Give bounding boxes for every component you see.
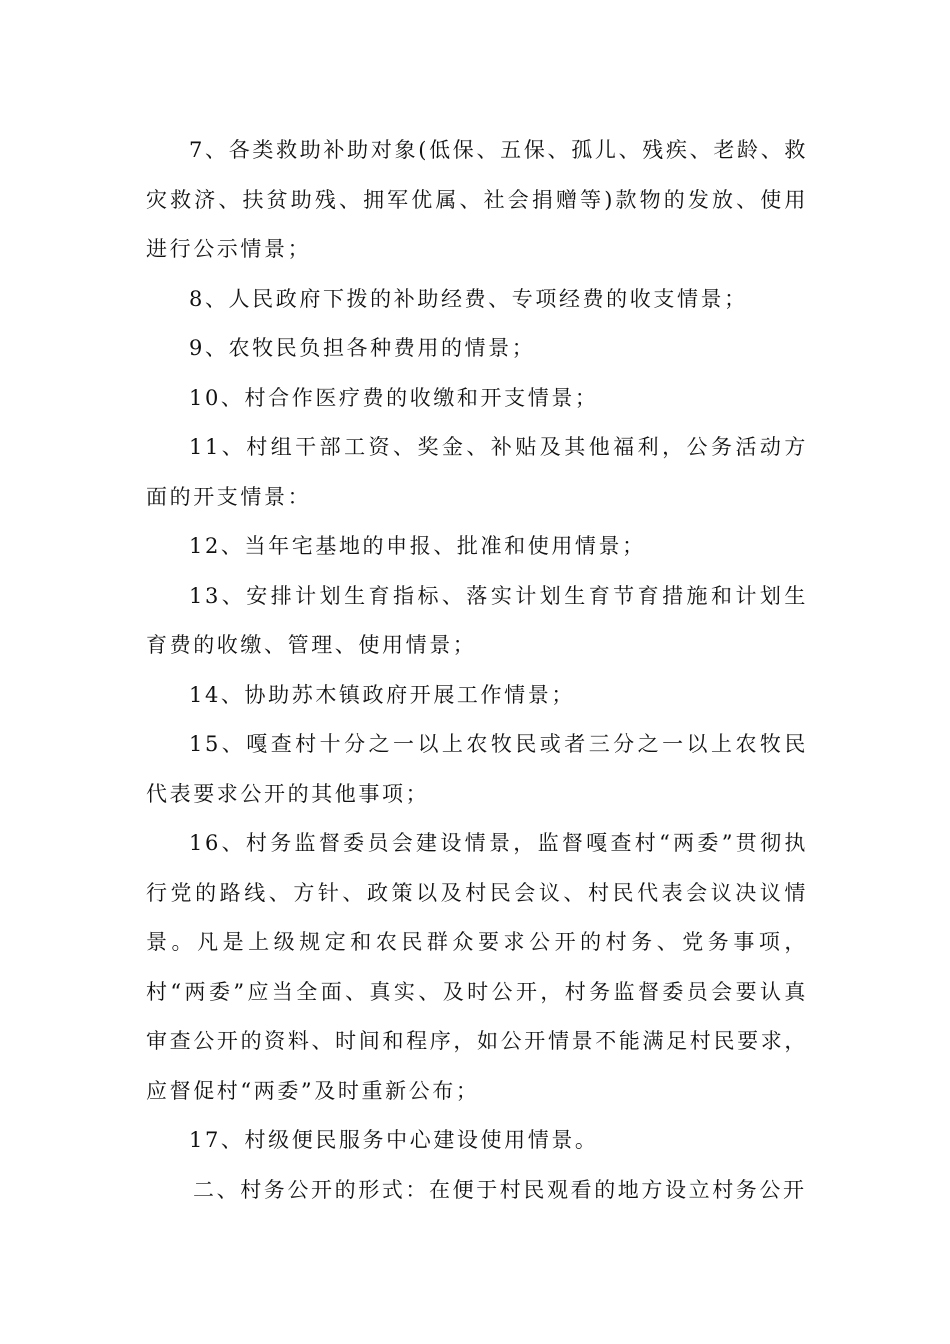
paragraph-item-10: 10、村合作医疗费的收缴和开支情景； — [189, 385, 599, 410]
paragraph-item-9: 9、农牧民负担各种费用的情景； — [189, 336, 536, 360]
paragraph-item-16: 16、村务监督委员会建设情景，监督嘎查村“两委”贯彻执行党的路线、方针、政策以及村民会议、村民代表会议决议情景。凡是上级规定和农民群众要求公开的村务、党务事项，村“两委”应当全面、真实、及时公开，村务监督委员会要认真审查公开的资料、时间和程序，如公开情景不能满足村民要求，应督促村“两委”及时重新公布； — [146, 831, 808, 1103]
paragraph-item-7: 7、各类救助补助对象(低保、五保、孤儿、残疾、老龄、救灾救济、扶贫助残、拥军优属、社会捐赠等)款物的发放、使用进行公示情景； — [146, 138, 808, 261]
paragraph-item-12: 12、当年宅基地的申报、批准和使用情景； — [189, 534, 646, 558]
document-body — [146, 126, 808, 1215]
paragraph-item-11: 11、村组干部工资、奖金、补贴及其他福利，公务活动方面的开支情景： — [146, 435, 808, 509]
paragraph-item-14: 14、协助苏木镇政府开展工作情景； — [189, 682, 575, 707]
paragraph-item-15: 15、嘎查村十分之一以上农牧民或者三分之一以上农牧民代表要求公开的其他事项； — [146, 732, 808, 806]
paragraph-item-8: 8、人民政府下拨的补助经费、专项经费的收支情景； — [189, 286, 748, 311]
section-two-heading: 二、村务公开的形式：在便于村民观看的地方设立村务公开 — [193, 1177, 807, 1202]
paragraph-item-13: 13、安排计划生育指标、落实计划生育节育措施和计划生育费的收缴、管理、使用情景； — [146, 583, 808, 657]
paragraph-item-17: 17、村级便民服务中心建设使用情景。 — [189, 1128, 599, 1152]
